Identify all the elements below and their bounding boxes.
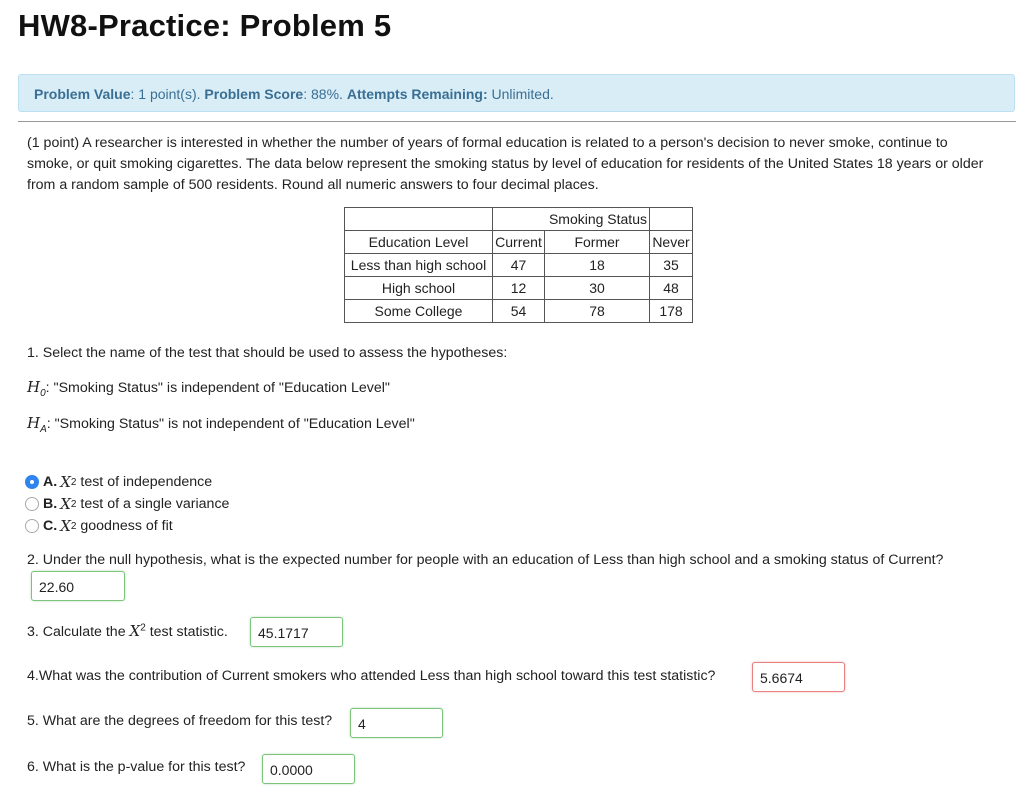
cell-current: 54 [493,300,545,323]
choice-a-exp: 2 [70,476,77,488]
cell-never: 35 [650,254,693,277]
ha-text: : "Smoking Status" is not independent of "Education Level" [46,416,415,432]
cell-never: 178 [650,300,693,323]
problem-value: 1 point(s). [138,86,201,102]
cell-former: 30 [545,277,650,300]
choice-b-radio[interactable] [25,497,39,511]
cell-former: 78 [545,300,650,323]
question-3-var: X [129,622,141,640]
page-title: HW8-Practice: Problem 5 [18,8,392,43]
question-1-text: 1. Select the name of the test that should be used to assess the hypotheses: [27,345,508,361]
choice-a-radio[interactable] [25,475,39,489]
table-row [345,300,693,323]
problem-score-label: Problem Score [204,86,304,102]
question-6-answer-input[interactable]: 0.0000 [262,754,355,784]
question-6-text: 6. What is the p-value for this test? [27,759,246,775]
choice-c-letter: C. [43,518,58,534]
h0-text: : "Smoking Status" is independent of "Education Level" [45,380,390,396]
ha-subscript: A [40,423,47,435]
alternative-hypothesis [27,414,415,435]
choice-b-var: X [60,495,71,513]
test-choice-group [25,471,229,537]
problem-score: 88%. [311,86,343,102]
question-5-text: 5. What are the degrees of freedom for this test? [27,713,333,729]
question-3-suffix: test statistic. [145,624,228,640]
problem-status-bar: Problem Value: 1 point(s). Problem Score: 88%. Attempts Remaining: Unlimited. [18,74,1015,112]
h0-subscript: 0 [40,387,46,399]
question-2-answer-input[interactable]: 22.60 [31,571,125,601]
choice-b-label: test of a single variance [76,496,230,512]
cell-former: 18 [545,254,650,277]
question-4-answer-input[interactable]: 5.6674 [752,662,845,692]
question-3-exp: 2 [140,622,146,634]
question-3-text [27,622,228,640]
header-former: Former [545,231,650,254]
problem-value-label: Problem Value [34,86,131,102]
choice-b[interactable] [25,493,229,515]
choice-b-letter: B. [43,496,58,512]
row-label: Less than high school [345,254,493,277]
table-row [345,277,693,300]
row-label: High school [345,277,493,300]
table-corner-cell [345,208,493,231]
question-4-text: 4.What was the contribution of Current smokers who attended Less than high school toward this test statistic? [27,668,716,684]
group-header: Smoking Status [548,211,647,227]
row-label: Some College [345,300,493,323]
header-never: Never [650,231,693,254]
question-2-text: 2. Under the null hypothesis, what is the expected number for people with an education of Less than high school and a smoking status of Current? [27,552,944,568]
problem-intro: (1 point) A researcher is interested in whether the number of years of formal education is related to a person's decision to never smoke, continue to smoke, or quit smoking cigarettes. The data below represent the smoking status by level of education for residents of the United States 18 years or older from a random sample of 500 residents. Round all numeric answers to four decimal places. [27,135,984,193]
question-3-prefix: 3. Calculate the [27,624,130,640]
h0-symbol: H [27,378,41,396]
choice-a[interactable] [25,471,229,493]
question-5-answer-input[interactable]: 4 [350,708,443,738]
problem-divider [18,121,1016,122]
choice-c[interactable] [25,515,229,537]
attempts-remaining: Unlimited. [491,86,554,102]
table-row [345,254,693,277]
cell-never: 48 [650,277,693,300]
cell-current: 47 [493,254,545,277]
choice-c-radio[interactable] [25,519,39,533]
header-education-level: Education Level [345,231,493,254]
question-3-answer-input[interactable]: 45.1717 [250,617,343,647]
group-header-cell [493,208,650,231]
table-header-blank [650,208,693,231]
null-hypothesis [27,378,390,399]
choice-c-var: X [60,517,71,535]
attempts-label: Attempts Remaining: [346,86,488,102]
header-current: Current [493,231,545,254]
choice-c-exp: 2 [70,520,77,532]
cell-current: 12 [493,277,545,300]
choice-b-exp: 2 [70,498,77,510]
smoking-status-table [344,207,693,323]
choice-a-letter: A. [43,474,58,490]
choice-a-label: test of independence [76,474,213,490]
ha-symbol: H [27,414,41,432]
choice-a-var: X [60,473,71,491]
choice-c-label: goodness of fit [76,518,173,534]
